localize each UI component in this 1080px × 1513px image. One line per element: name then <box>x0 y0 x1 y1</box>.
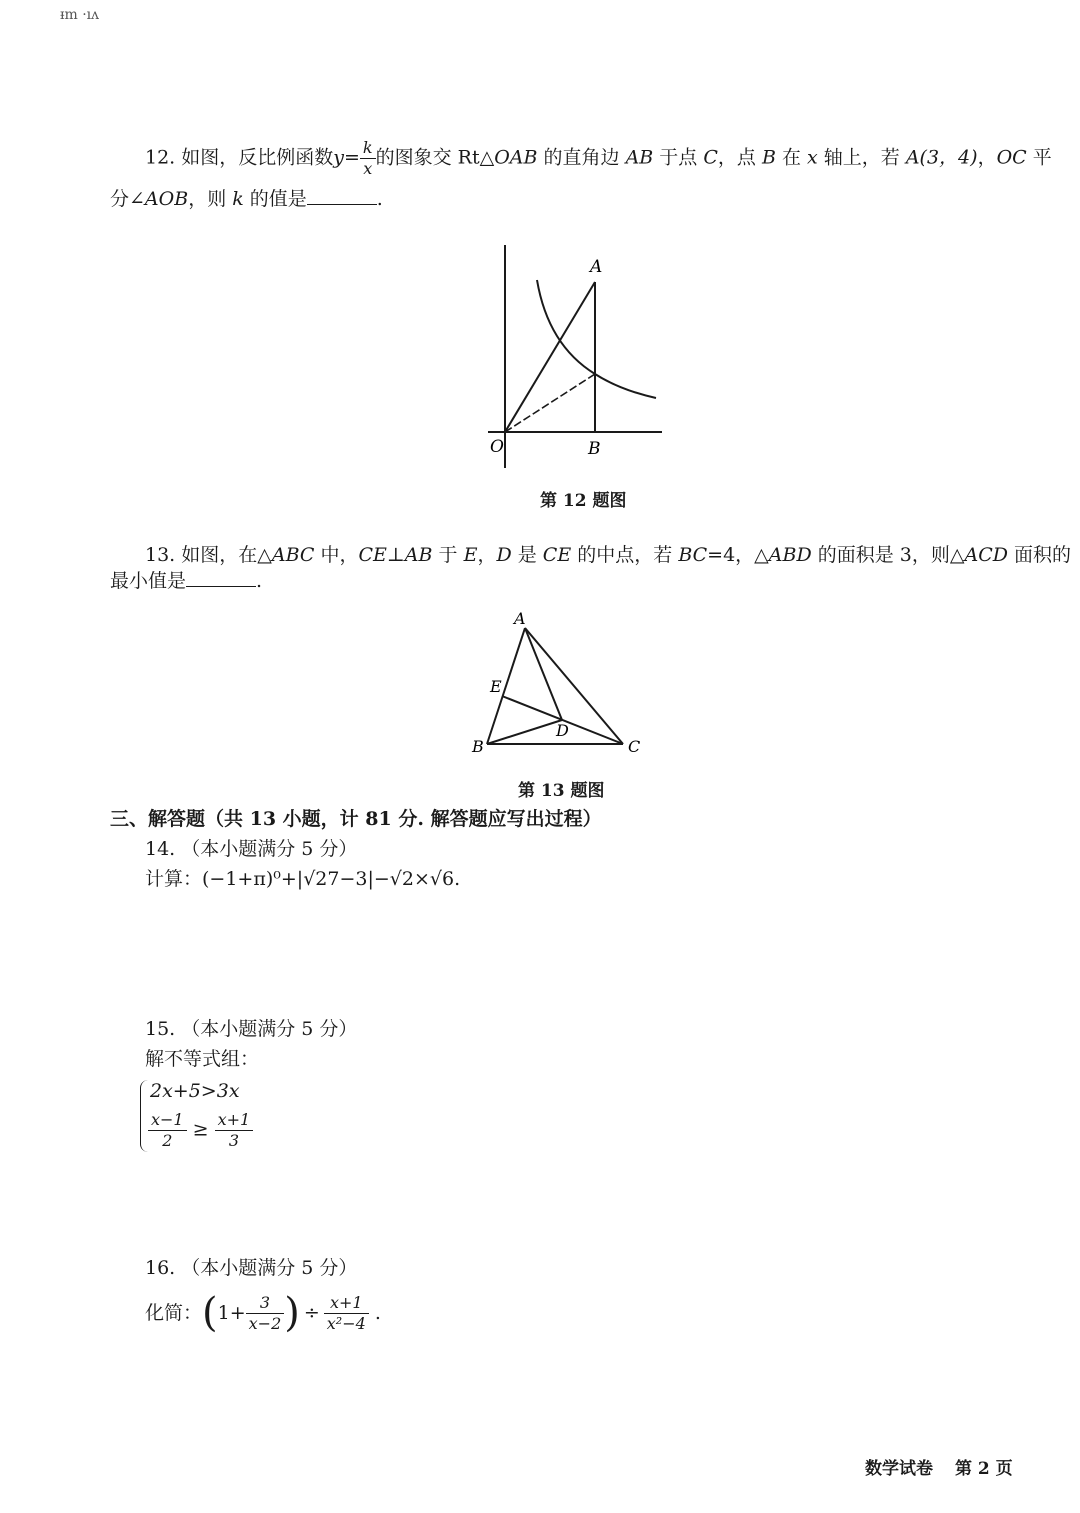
footer-page-number: 第 2 页 <box>955 1459 1013 1479</box>
section-3-title: 三、解答题（共 13 小题，计 81 分. 解答题应写出过程） <box>110 808 602 830</box>
segment-oc <box>505 374 595 432</box>
q15-ineq1: 2x+5>3x <box>150 1080 240 1102</box>
label-d: D <box>556 721 569 740</box>
hyperbola-curve <box>537 280 656 398</box>
q15-header: 15. （本小题满分 5 分） <box>145 1018 358 1040</box>
footer-label: 数学试卷 <box>865 1459 933 1479</box>
segment-bd <box>487 720 562 744</box>
segment-ad <box>525 628 562 720</box>
q13-caption: 第 13 题图 <box>518 781 605 801</box>
label-e: E <box>490 677 502 696</box>
q12-line1: 12. 如图，反比例函数y= $\frac{k}{x}$ 的图象交 Rt△OAB 的直角边 AB 于点 C，点 B 在 x 轴上，若 A(3，4)，OC 平 <box>145 138 1052 178</box>
label-a: A <box>590 257 603 277</box>
label-c: C <box>628 737 641 756</box>
q13-figure <box>460 608 650 758</box>
q14-line: 计算：(−1+π)⁰+|√27−3|−√2×√6. <box>145 868 461 890</box>
q12-caption: 第 12 题图 <box>540 491 627 511</box>
q13-line1: 13. 如图，在△ABC 中，CE⊥AB 于 E，D 是 CE 的中点，若 BC=4，△ABD 的面积是 3，则△ACD 面积的 <box>145 544 1072 566</box>
corner-mark: ᵻm ·ıᴧ <box>60 7 100 23</box>
q14-expression: (−1+π)⁰+|√27−3|−√2×√6. <box>202 868 461 890</box>
q15-ineq2: $\frac{x-1}{2}$ ≥ $\frac{x+1}{3}$ <box>148 1110 253 1151</box>
q13-line2: 最小值是 . <box>110 570 263 592</box>
q15-inequality-system <box>140 1080 290 1160</box>
q12-k-over-x: $\frac{k}{x}$ <box>360 138 376 179</box>
label-b: B <box>588 439 601 459</box>
q14-header: 14. （本小题满分 5 分） <box>145 838 358 860</box>
q13-answer-blank[interactable] <box>186 568 256 587</box>
q15-prompt: 解不等式组： <box>145 1048 260 1070</box>
q12-figure <box>480 240 680 475</box>
q12-line2: 分∠AOB，则 k 的值是 . <box>110 188 383 210</box>
label-b: B <box>472 737 484 756</box>
q16-line: 化简： ( 1+ $\frac{3}{x-2}$ ) ÷ $\frac{x+1}{\text{x²−4}}$ . <box>145 1290 381 1336</box>
label-o: O <box>490 437 504 457</box>
label-a: A <box>514 609 526 628</box>
q16-header: 16. （本小题满分 5 分） <box>145 1257 358 1279</box>
q12-answer-blank[interactable] <box>307 186 377 205</box>
segment-oa <box>505 282 595 432</box>
